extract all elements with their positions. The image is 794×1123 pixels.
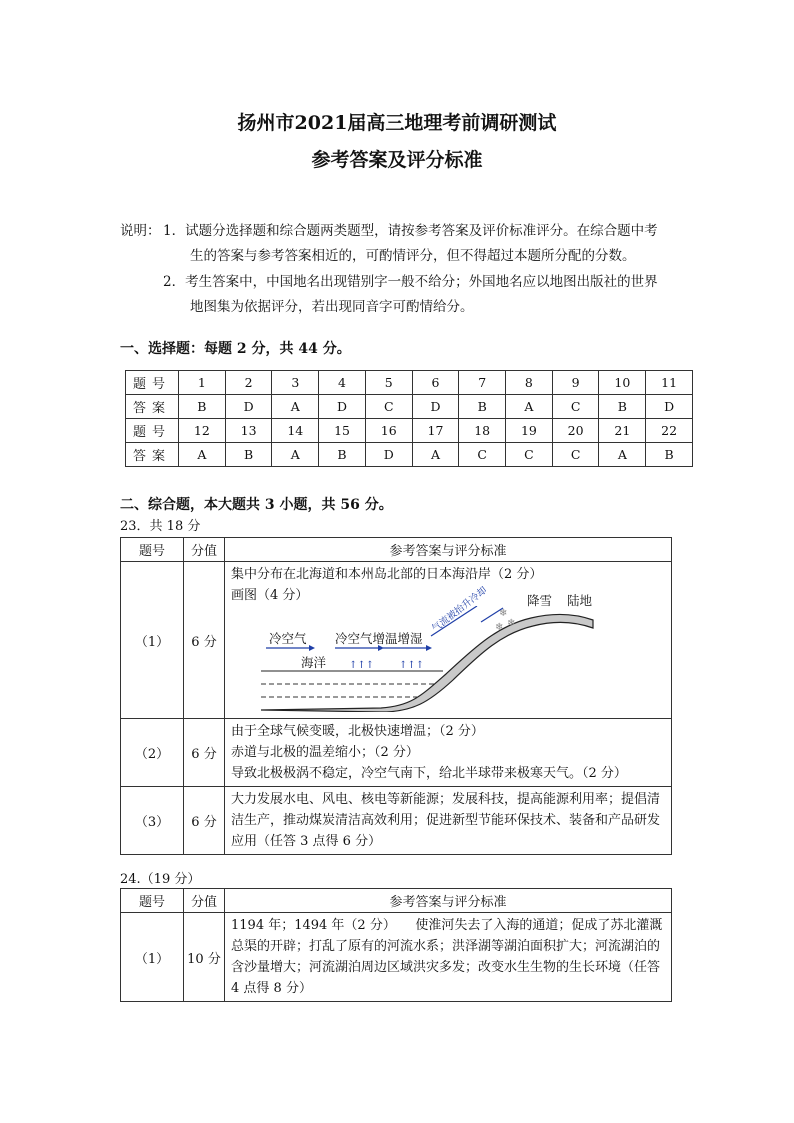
q23-r2-answer [225,719,672,787]
q24-col-score: 分值 [184,889,225,913]
snowflake-icon: ❄ [507,618,516,629]
q24-col-answer: 参考答案与评分标准 [225,889,672,913]
mc-cell: D [365,443,412,467]
page-subtitle: 参考答案及评分标准 [311,149,483,171]
mc-cell: D [646,395,693,419]
mc-cell: D [412,395,459,419]
page-title: 扬州市2021届高三地理考前调研测试 [237,112,557,134]
mc-cell: B [225,443,272,467]
mc-cell: D [225,395,272,419]
q23-row-1 [121,562,672,719]
mc-row-answers-1 [126,395,693,419]
label-cold-air: 冷空气 [269,631,307,646]
mc-cell: 5 [365,371,412,395]
note-2-line-1: 2．考生答案中，中国地名出现错别字一般不给分；外国地名应以地图出版社的世界 [163,274,658,290]
q23-col-answer: 参考答案与评分标准 [225,538,672,562]
mc-cell: 8 [506,371,553,395]
q23-r2-line-3: 导致北极极涡不稳定，冷空气南下，给北半球带来极寒天气。（2 分） [231,766,627,781]
mc-cell: A [179,443,226,467]
mc-cell: C [365,395,412,419]
mc-cell: 12 [179,419,226,443]
mc-cell: 20 [552,419,599,443]
mc-cell: 21 [599,419,646,443]
q23-col-score: 分值 [184,538,225,562]
mc-label-number: 题号 [126,419,179,443]
mc-cell: A [272,395,319,419]
q24-row-1 [121,913,672,1002]
mc-cell: 10 [599,371,646,395]
q23-row-2 [121,719,672,787]
mc-cell: B [319,443,366,467]
mc-cell: 16 [365,419,412,443]
q24-col-number: 题号 [121,889,184,913]
evaporation-icon: ↑↑↑ [399,660,425,671]
mc-cell: 9 [552,371,599,395]
q24-r1-number: （1） [121,913,184,1002]
arrow-head-icon [426,645,432,651]
evaporation-icon: ↑↑↑ [349,660,375,671]
mc-label-answer: 答案 [126,443,179,467]
q24-heading: 24.（19 分） [120,872,201,887]
note-2-line-2: 地图集为依据评分，若出现同音字可酌情给分。 [190,299,474,315]
label-snow: 降雪 [527,593,553,608]
q23-r1-score: 6 分 [184,562,225,719]
mc-cell: A [412,443,459,467]
q24-r1-answer: 1194 年；1494 年（2 分） 使淮河失去了入海的通道；促成了苏北灌溉总渠的开辟；打乱了原有的河流水系；洪泽湖等湖泊面积扩大；河流湖泊的含沙量增大；河流湖泊周边区域洪灾多发；改变水生生物的生长环境（任答 4 点得 8 分） [225,913,672,1002]
mc-cell: A [272,443,319,467]
mc-cell: B [599,395,646,419]
q23-r3-answer: 大力发展水电、风电、核电等新能源；发展科技，提高能源利用率；提倡清洁生产，推动煤炭清洁高效利用；促进新型节能环保技术、装备和产品研发应用（任答 3 点得 6 分） [225,787,672,855]
label-ocean: 海洋 [301,655,327,670]
multiple-choice-table [125,370,693,467]
snowflake-icon: ❄ [499,608,508,619]
q23-r2-line-2: 赤道与北极的温差缩小；（2 分） [231,745,419,760]
q23-r3-number: （3） [121,787,184,855]
mc-row-answers-2 [126,443,693,467]
mc-cell: C [552,395,599,419]
mc-cell: 2 [225,371,272,395]
mc-cell: 15 [319,419,366,443]
mc-cell: 18 [459,419,506,443]
mc-cell: 14 [272,419,319,443]
q23-r2-number: （2） [121,719,184,787]
section-2-heading: 二、综合题，本大题共 3 小题，共 56 分。 [120,497,393,513]
q23-table [120,537,672,855]
mc-cell: 19 [506,419,553,443]
mc-cell: A [506,395,553,419]
note-1-line-2: 生的答案与参考答案相近的，可酌情评分，但不得超过本题所分配的分数。 [190,248,636,264]
mc-cell: 13 [225,419,272,443]
mc-cell: 7 [459,371,506,395]
mc-cell: 4 [319,371,366,395]
section-1-heading: 一、选择题：每题 2 分，共 44 分。 [120,341,351,357]
q23-col-number: 题号 [121,538,184,562]
mc-cell: D [319,395,366,419]
mc-label-number: 题号 [126,371,179,395]
mc-cell: C [552,443,599,467]
q23-r1-line-2: 画图（4 分） [231,588,309,603]
mc-cell: B [459,395,506,419]
mc-cell: 6 [412,371,459,395]
q23-r2-line-1: 由于全球气候变暖，北极快速增温；（2 分） [231,724,484,739]
mc-row-numbers-1 [126,371,693,395]
q23-r2-score: 6 分 [184,719,225,787]
q23-header-row [121,538,672,562]
label-warm-moist: 冷空气增温增湿 [335,631,423,646]
notes-prefix: 说明： [120,223,161,239]
q23-r3-score: 6 分 [184,787,225,855]
q24-r1-score: 10 分 [184,913,225,1002]
snowfall-diagram-graphic [231,606,596,712]
q23-r1-answer [225,562,672,719]
mc-cell: C [459,443,506,467]
label-land: 陆地 [567,593,593,608]
q23-heading: 23．共 18 分 [120,519,201,534]
note-1-line-1: 1．试题分选择题和综合题两类题型，请按参考答案及评价标准评分。在综合题中考 [163,223,658,239]
mc-cell: A [599,443,646,467]
q23-row-3 [121,787,672,855]
mc-cell: 11 [646,371,693,395]
mc-cell: 3 [272,371,319,395]
mc-row-numbers-2 [126,419,693,443]
label-uplift: 气流被抬升冷却 [430,584,490,635]
mc-label-answer: 答案 [126,395,179,419]
q24-header-row [121,889,672,913]
q24-table [120,888,672,1002]
snowflake-icon: ❄ [495,622,504,633]
mc-cell: C [506,443,553,467]
q23-r1-line-1: 集中分布在北海道和本州岛北部的日本海沿岸（2 分） [231,567,543,582]
mc-cell: B [646,443,693,467]
mc-cell: 17 [412,419,459,443]
mc-cell: 22 [646,419,693,443]
mc-cell: B [179,395,226,419]
arrow-head-icon [309,645,315,651]
q23-r1-number: （1） [121,562,184,719]
mc-cell: 1 [179,371,226,395]
